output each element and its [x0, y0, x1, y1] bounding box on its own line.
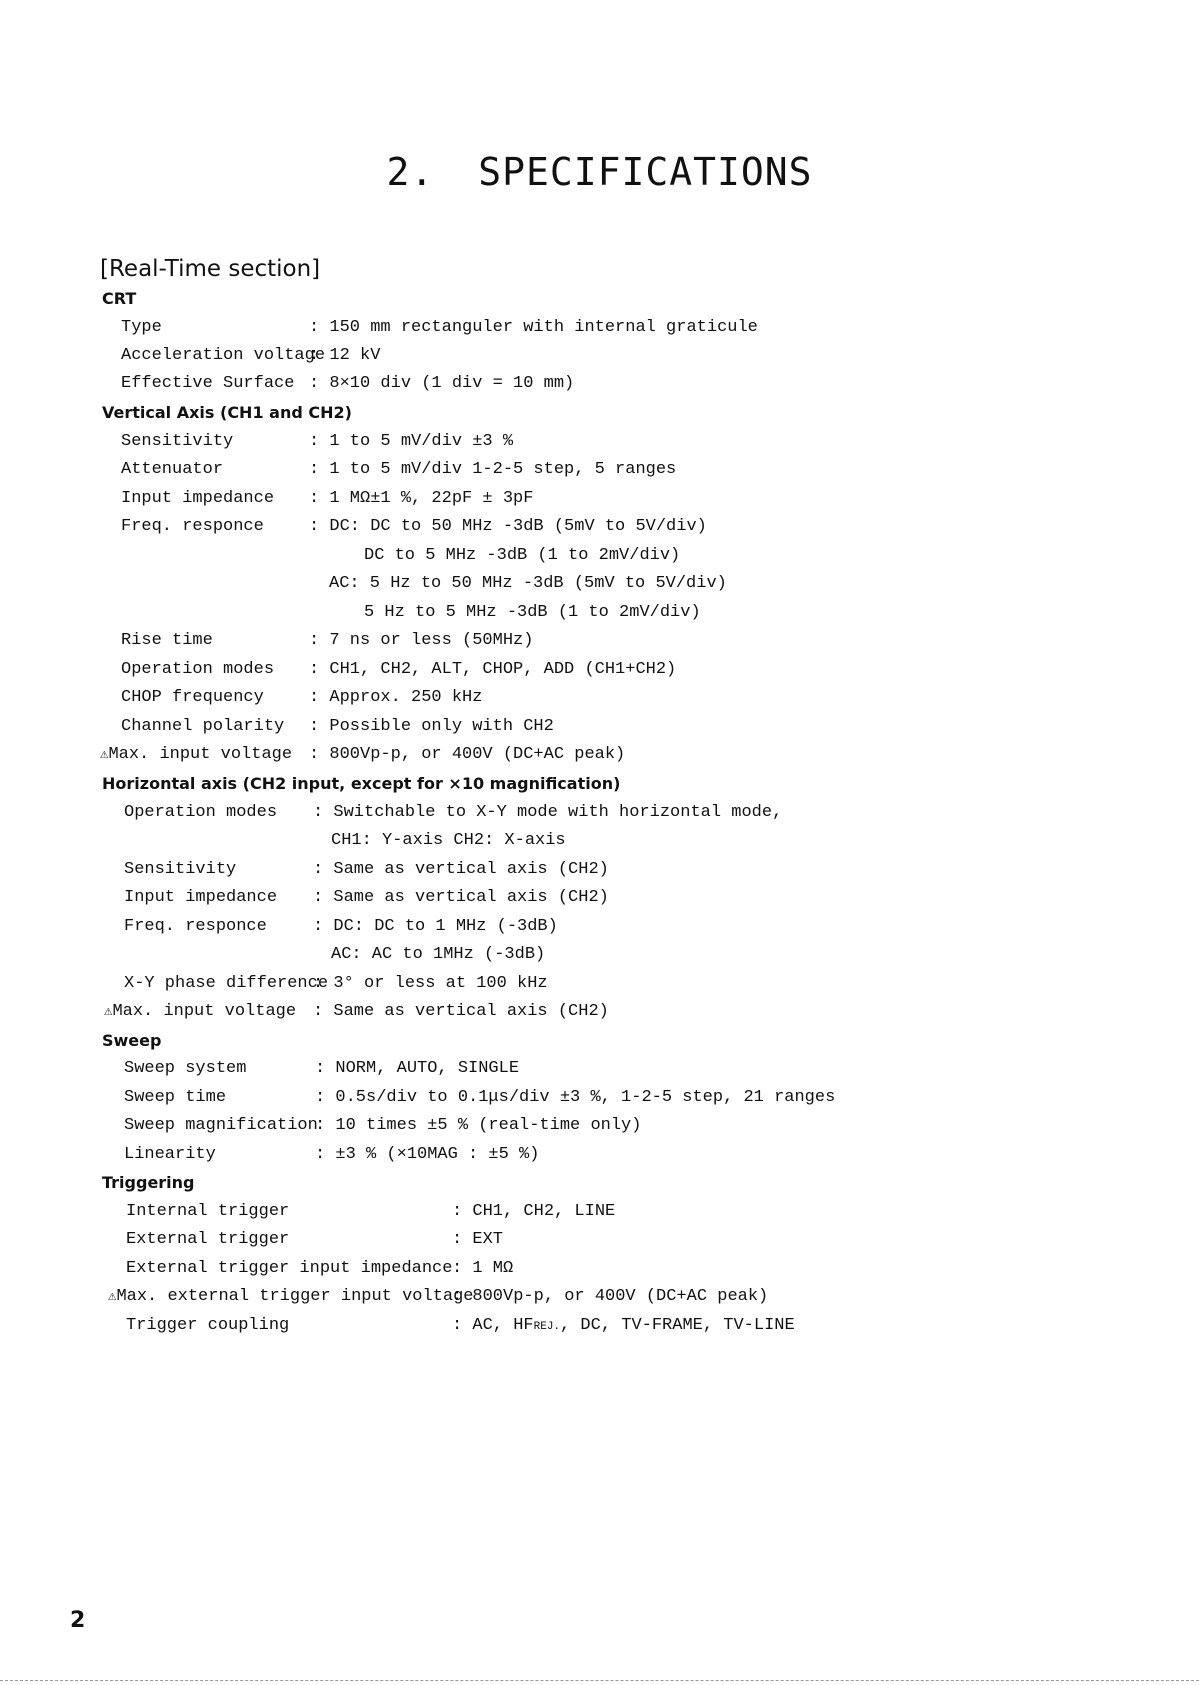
spec-value: CH1: Y-axis CH2: X-axis	[331, 831, 566, 850]
spec-label: Freq. responce	[121, 517, 264, 536]
spec-label: Attenuator	[121, 460, 224, 479]
spec-value: AC: 5 Hz to 50 MHz -3dB (5mV to 5V/div)	[329, 574, 727, 593]
spec-label: Rise time	[121, 631, 213, 650]
spec-value: : Same as vertical axis (CH2)	[313, 860, 609, 879]
crt-heading: CRT	[102, 289, 137, 308]
spec-value: : CH1, CH2, LINE	[452, 1202, 616, 1221]
spec-label: External trigger input impedance	[126, 1259, 453, 1278]
spec-label	[100, 745, 292, 764]
spec-value: : ±3 % (×10MAG : ±5 %)	[315, 1145, 540, 1164]
spec-value: : DC: DC to 1 MHz (-3dB)	[313, 917, 558, 936]
spec-value: : 800Vp-p, or 400V (DC+AC peak)	[452, 1287, 769, 1306]
title-number: 2.	[386, 150, 435, 194]
spec-value: : Same as vertical axis (CH2)	[313, 1002, 609, 1021]
triggering-heading: Triggering	[102, 1173, 195, 1192]
spec-value: AC: AC to 1MHz (-3dB)	[331, 945, 546, 964]
section-heading: [Real-Time section]	[100, 256, 321, 282]
warning-icon: ⚠	[108, 1289, 117, 1305]
spec-value: : 1 MΩ±1 %, 22pF ± 3pF	[309, 489, 534, 508]
spec-value: : 0.5s/div to 0.1μs/div ±3 %, 1-2-5 step, 21 ranges	[315, 1088, 836, 1107]
spec-value: : 1 MΩ	[452, 1259, 514, 1278]
spec-label: Sweep system	[124, 1059, 247, 1078]
spec-label: Input impedance	[124, 888, 278, 907]
spec-label: Freq. responce	[124, 917, 267, 936]
spec-value: : Approx. 250 kHz	[309, 688, 483, 707]
spec-value: : Same as vertical axis (CH2)	[313, 888, 609, 907]
page-title	[0, 150, 1199, 194]
spec-value: DC to 5 MHz -3dB (1 to 2mV/div)	[364, 546, 681, 565]
warning-icon: ⚠	[104, 1004, 113, 1020]
spec-label-text: Max. input voltage	[112, 1002, 297, 1021]
spec-label: External trigger	[126, 1230, 290, 1249]
spec-label: Sweep time	[124, 1088, 227, 1107]
coupling-subscript: REJ.	[533, 1321, 561, 1333]
spec-value: : EXT	[452, 1230, 504, 1249]
spec-value: : Switchable to X-Y mode with horizontal mode,	[313, 803, 783, 822]
spec-label-text: Max. input voltage	[108, 745, 293, 764]
coupling-suffix: , DC, TV-FRAME, TV-LINE	[560, 1316, 795, 1335]
coupling-prefix: : AC, HF	[452, 1316, 534, 1335]
spec-label-text: Max. external trigger input voltage	[116, 1287, 474, 1306]
bottom-divider	[0, 1680, 1199, 1683]
spec-label	[108, 1287, 474, 1306]
spec-value: : CH1, CH2, ALT, CHOP, ADD (CH1+CH2)	[309, 660, 677, 679]
spec-value: : 3° or less at 100 kHz	[313, 974, 548, 993]
spec-label: Acceleration voltage	[121, 346, 326, 365]
spec-value	[452, 1316, 795, 1335]
spec-label: Sensitivity	[121, 432, 234, 451]
spec-value: : 150 mm rectanguler with internal graticule	[309, 318, 758, 337]
spec-label: Operation modes	[121, 660, 275, 679]
spec-label	[104, 1002, 296, 1021]
spec-label: Trigger coupling	[126, 1316, 290, 1335]
spec-label: CHOP frequency	[121, 688, 264, 707]
spec-value: : 10 times ±5 % (real-time only)	[315, 1116, 642, 1135]
spec-value: : 800Vp-p, or 400V (DC+AC peak)	[309, 745, 626, 764]
spec-value: : 7 ns or less (50MHz)	[309, 631, 534, 650]
page-number: 2	[70, 1608, 86, 1633]
spec-label: Internal trigger	[126, 1202, 290, 1221]
spec-value: : NORM, AUTO, SINGLE	[315, 1059, 520, 1078]
sweep-heading: Sweep	[102, 1031, 162, 1050]
spec-value: : Possible only with CH2	[309, 717, 554, 736]
spec-value: : 8×10 div (1 div = 10 mm)	[309, 374, 575, 393]
vertical-heading: Vertical Axis (CH1 and CH2)	[102, 403, 352, 422]
spec-value: : DC: DC to 50 MHz -3dB (5mV to 5V/div)	[309, 517, 707, 536]
spec-value: 5 Hz to 5 MHz -3dB (1 to 2mV/div)	[364, 603, 701, 622]
spec-label: Sweep magnification	[124, 1116, 318, 1135]
horizontal-heading: Horizontal axis (CH2 input, except for ×10 magnification)	[102, 774, 621, 793]
spec-value: : 12 kV	[309, 346, 381, 365]
spec-label: Linearity	[124, 1145, 216, 1164]
spec-label: X-Y phase difference	[124, 974, 329, 993]
spec-label: Sensitivity	[124, 860, 237, 879]
spec-label: Operation modes	[124, 803, 278, 822]
spec-label: Effective Surface	[121, 374, 295, 393]
spec-value: : 1 to 5 mV/div 1-2-5 step, 5 ranges	[309, 460, 677, 479]
spec-label: Channel polarity	[121, 717, 285, 736]
spec-label: Type	[121, 318, 162, 337]
title-text: SPECIFICATIONS	[478, 150, 813, 194]
spec-label: Input impedance	[121, 489, 275, 508]
spec-value: : 1 to 5 mV/div ±3 %	[309, 432, 514, 451]
warning-icon: ⚠	[100, 747, 109, 763]
